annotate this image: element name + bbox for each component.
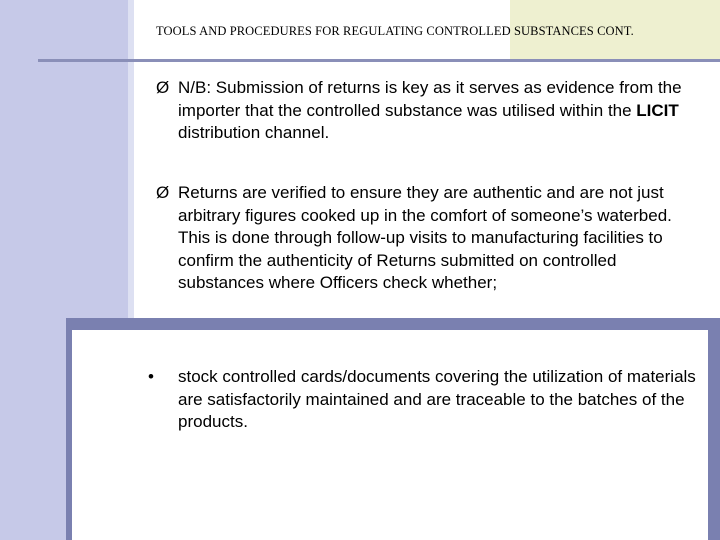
bullet-text: stock controlled cards/documents covering the utilization of materials are satisfactorily maintained and are traceable to the batches of the products. xyxy=(178,367,696,431)
dot-bullet-icon: • xyxy=(148,367,154,386)
bullet-item-3 xyxy=(148,366,698,434)
bullet-continuation: This is done through follow-up visits to manufacturing facilities to confirm the authenticity of Returns submitted on controlled substances where Officers check whether; xyxy=(178,228,663,292)
bullet-item-1 xyxy=(156,77,701,145)
bottom-panel-inner xyxy=(72,330,708,540)
arrow-bullet-icon: Ø xyxy=(156,78,170,97)
bullet-text: N/B: Submission of returns is key as it serves as evidence from the importer that the controlled substance was utilised within the LICIT distribution channel. xyxy=(178,78,682,142)
slide-title: TOOLS AND PROCEDURES FOR REGULATING CONTROLLED SUBSTANCES CONT. xyxy=(156,24,634,38)
arrow-bullet-icon: Ø xyxy=(156,183,170,202)
bullet-text: Returns are verified to ensure they are authentic and are not just arbitrary figures cooked up in the comfort of someone’s waterbed. This is done through follow-up visits to manufacturing facilities to confirm the authenticity of Returns submitted on controlled substances where Officers check whether; xyxy=(178,182,701,295)
emphasis-licit: LICIT xyxy=(636,100,679,120)
bullet-item-2 xyxy=(156,182,701,295)
title-divider xyxy=(38,59,720,62)
